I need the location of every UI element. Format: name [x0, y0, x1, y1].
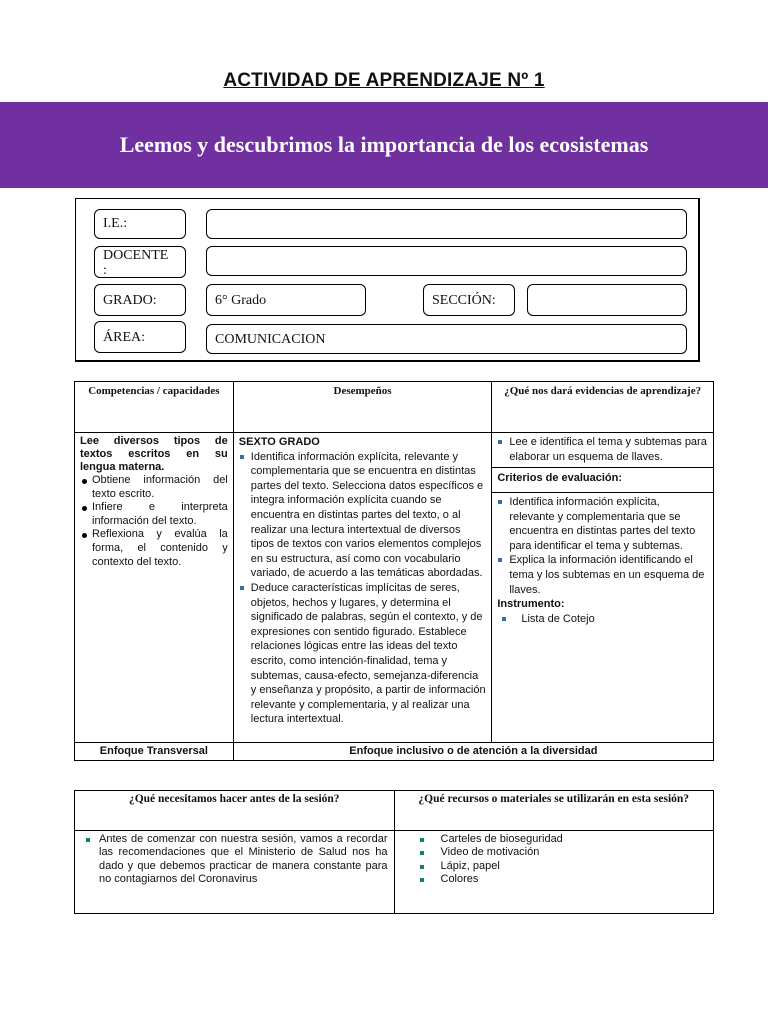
- session-table: [74, 790, 714, 914]
- seccion-field[interactable]: [527, 284, 687, 316]
- desempenos-cell: [233, 433, 492, 743]
- document-title: ACTIVIDAD DE APRENDIZAJE Nº 1: [223, 70, 545, 91]
- header-antes: ¿Qué necesitamos hacer antes de la sesión?: [75, 791, 395, 831]
- grado-label: GRADO:: [94, 284, 186, 316]
- enfoque-label: Enfoque Transversal: [75, 743, 234, 761]
- area-label: ÁREA:: [94, 321, 186, 353]
- grade-label: SEXTO GRADO: [238, 436, 320, 448]
- list-item: Deduce características implícitas de seres, objetos, hechos y lugares, y determina el significado de palabras, según el contexto, y de expresiones con sentido figurado. Establece relaciones lógicas entre las ideas del texto escrito, como intención-finalidad, tema y subtemas, causa-efecto, semejanza-diferencia y enseñanza y propósito, a partir de información relevante y complementaria, y al realizar una lectura intertextual.: [239, 581, 487, 727]
- banner-title: Leemos y descubrimos la importancia de los ecosistemas: [119, 132, 649, 157]
- enfoque-value: Enfoque inclusivo o de atención a la diversidad: [233, 743, 713, 761]
- list-item: Identifica información explícita, relevante y complementaria que se encuentra en distintas partes del texto para identificar el tema y subtemas.: [497, 495, 708, 553]
- list-item: Lista de Cotejo: [501, 612, 708, 627]
- list-item: Video de motivación: [419, 846, 708, 859]
- area-field[interactable]: COMUNICACION: [206, 324, 687, 354]
- seccion-label: SECCIÓN:: [423, 284, 515, 316]
- list-item: Antes de comenzar con nuestra sesión, vamos a recordar las recomendaciones que el Ministerio de Salud nos ha dado y que debemos practicar de manera constante para no contagiarnos del Coronavirus: [85, 833, 388, 887]
- antes-cell: [75, 831, 395, 914]
- instrumento-label: Instrumento:: [497, 598, 565, 611]
- list-item: Explica la información identificando el tema y los subtemas en un esquema de llaves.: [497, 553, 708, 597]
- header-evidencias: ¿Qué nos dará evidencias de aprendizaje?: [492, 382, 714, 433]
- list-item: Identifica información explícita, relevante y complementaria que se encuentra en distintas partes del texto. Selecciona datos específicos e integra información explícita cuando se encuentra en distintas partes del texto, o al realizar una lectura intertextual de diversos tipos de textos con varios elementos complejos en su estructura, así como con vocabulario variado, de acuerdo a las temáticas abordadas.: [239, 450, 487, 581]
- header-desempenos: Desempeños: [233, 382, 492, 433]
- header-competencias: Competencias / capacidades: [75, 382, 234, 433]
- list-item: Obtiene información del texto escrito.: [80, 474, 228, 501]
- instrumento-list: [497, 612, 708, 627]
- criterios-list: [497, 495, 708, 597]
- ie-label: I.E.:: [94, 209, 186, 239]
- learning-table: [74, 381, 714, 761]
- header-recursos: ¿Qué recursos o materiales se utilizarán en esta sesión?: [394, 791, 714, 831]
- evidencia-cell: [492, 433, 714, 468]
- competencia-title: Lee diversos tipos de textos escritos en su lengua materna.: [80, 435, 228, 473]
- evidencia-list: [497, 435, 708, 464]
- list-item: Reflexiona y evalúa la forma, el contenido y contexto del texto.: [80, 528, 228, 569]
- list-item: Lápiz, papel: [419, 860, 708, 873]
- grado-field[interactable]: 6° Grado: [206, 284, 366, 316]
- ie-field[interactable]: [206, 209, 687, 239]
- capacidades-list: [80, 474, 228, 569]
- docente-field[interactable]: [206, 246, 687, 276]
- recursos-list: [419, 833, 708, 887]
- docente-label: DOCENTE :: [94, 246, 186, 278]
- criterios-cell: [492, 493, 714, 743]
- desempenos-list: [239, 450, 487, 727]
- criterios-label: Criterios de evaluación:: [492, 468, 714, 493]
- list-item: Colores: [419, 873, 708, 886]
- competencia-cell: [75, 433, 234, 743]
- title-banner: [0, 102, 768, 188]
- list-item: Carteles de bioseguridad: [419, 833, 708, 846]
- list-item: Infiere e interpreta información del texto.: [80, 501, 228, 528]
- recursos-cell: [394, 831, 714, 914]
- list-item: Lee e identifica el tema y subtemas para elaborar un esquema de llaves.: [497, 435, 708, 464]
- antes-list: [85, 833, 388, 887]
